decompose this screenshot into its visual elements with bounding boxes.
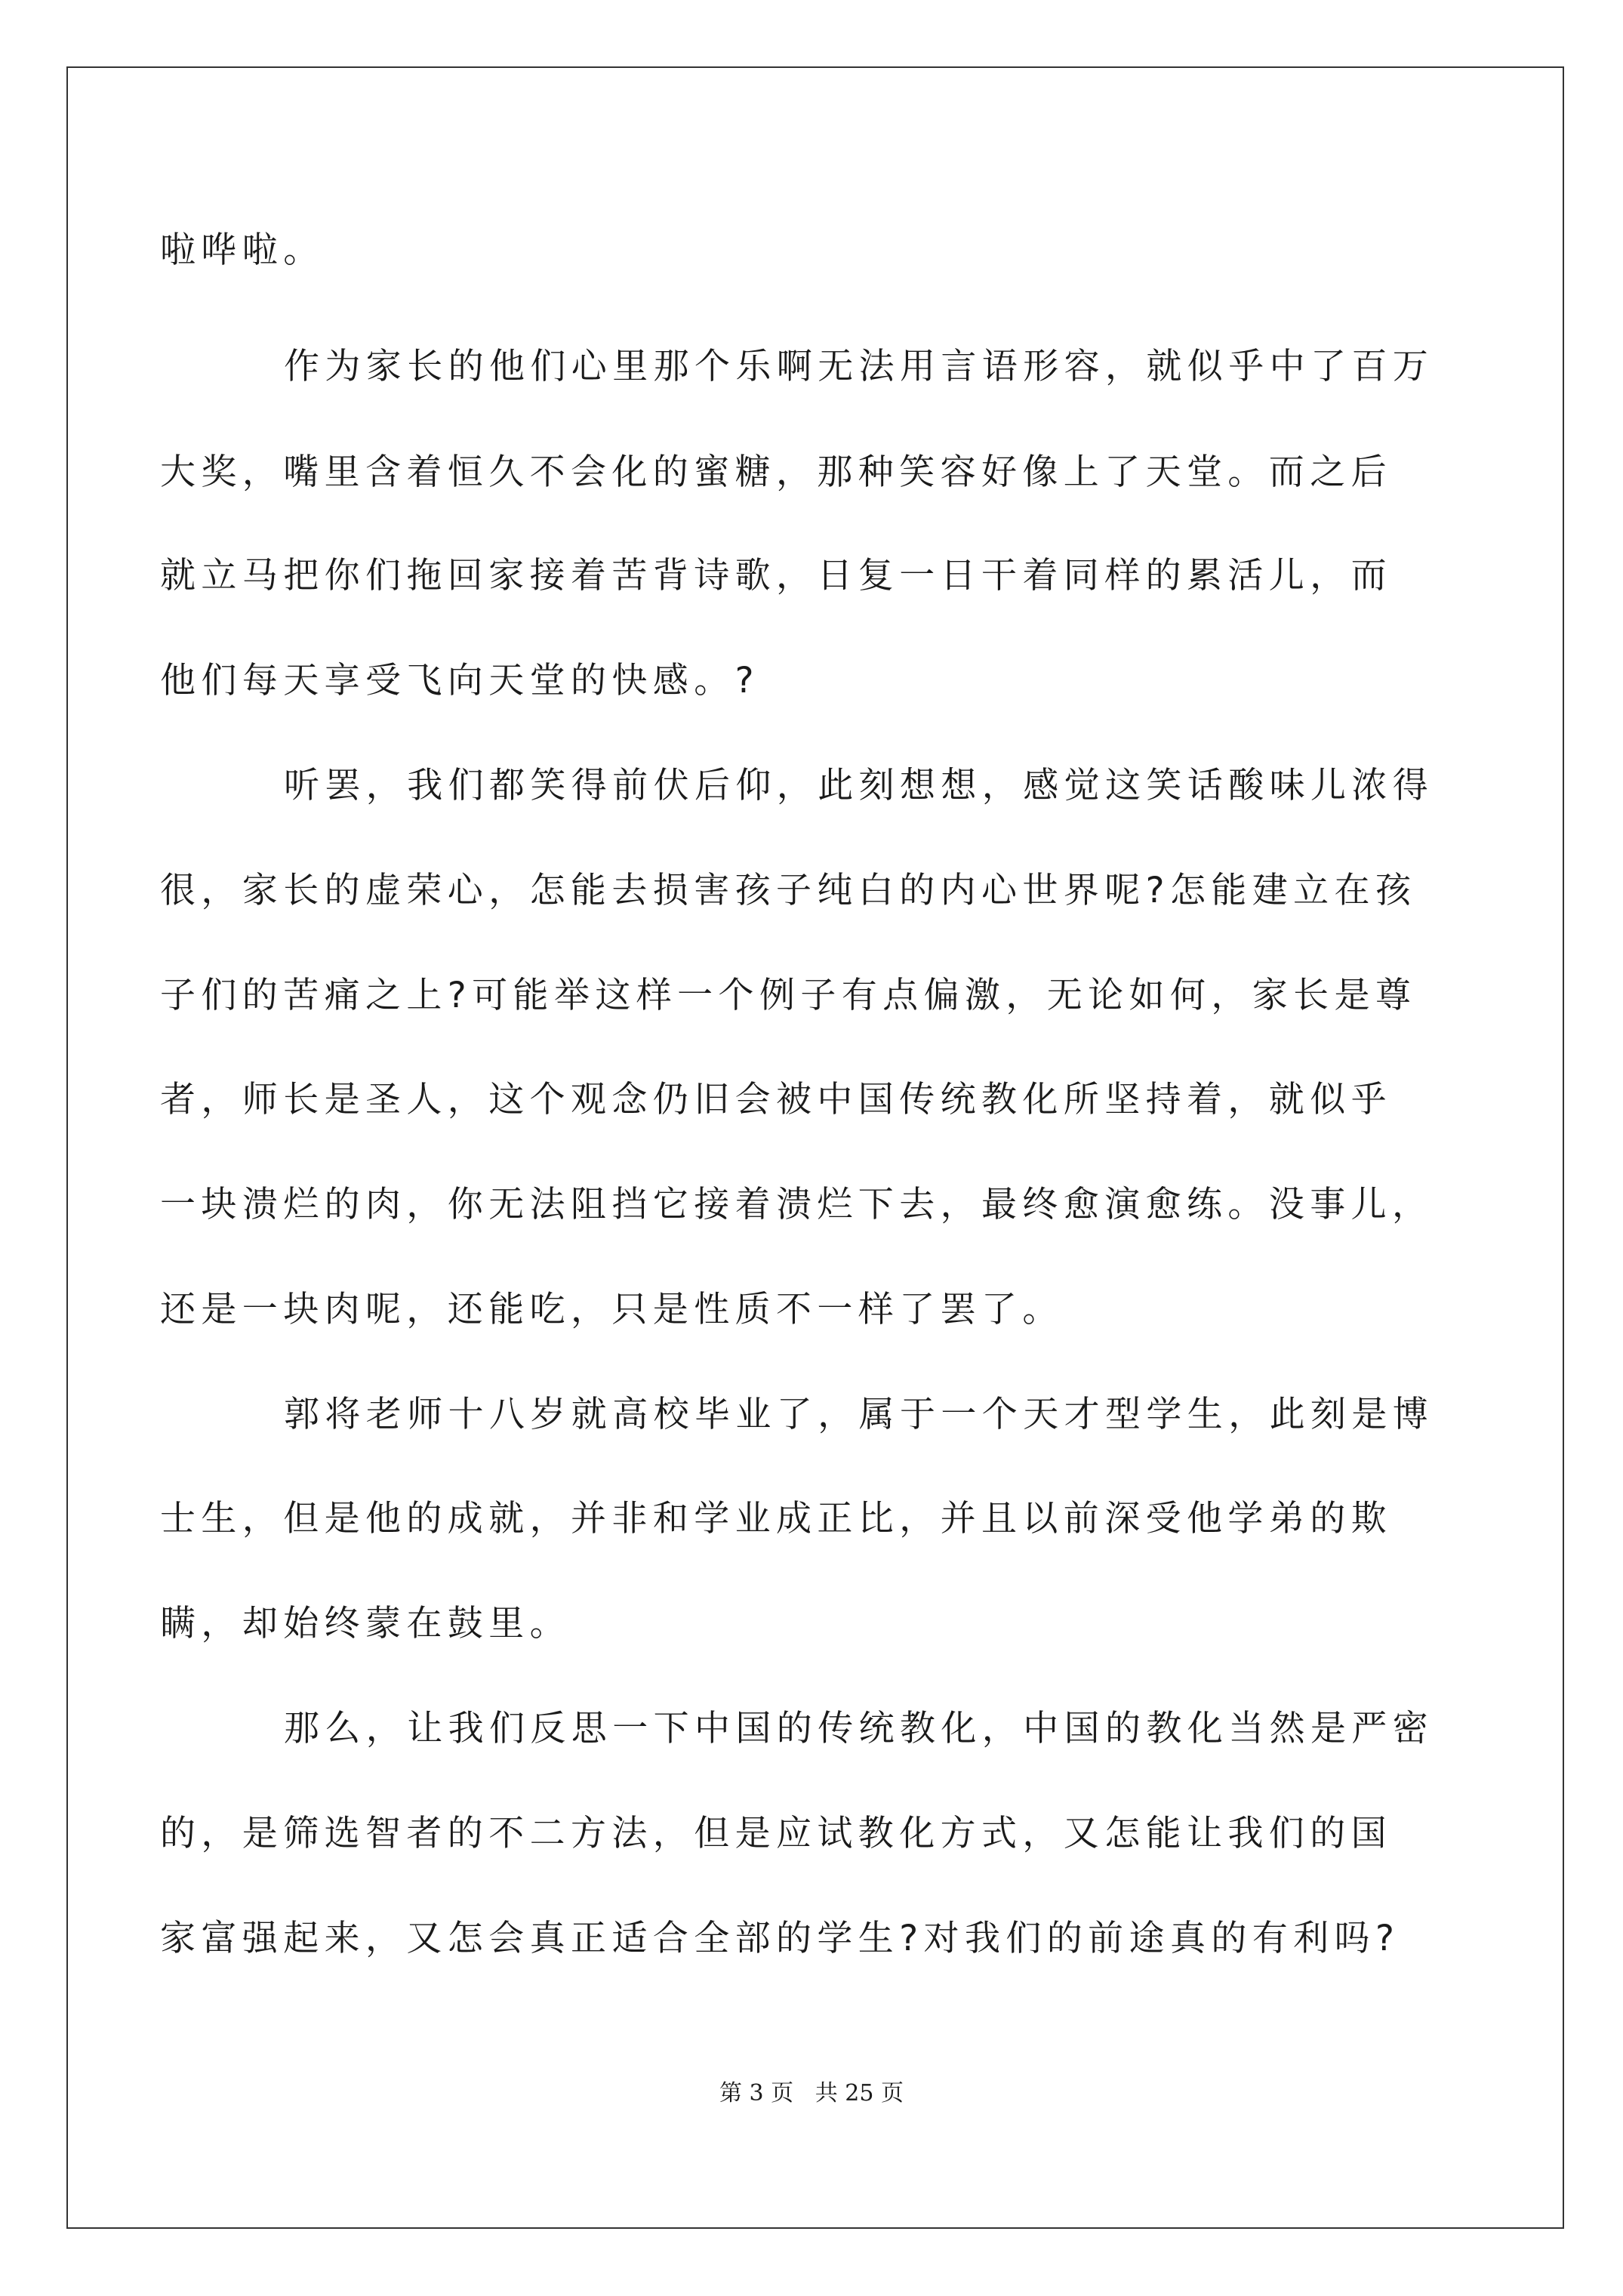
page-border bbox=[66, 66, 1564, 2229]
text-line: 很，家长的虚荣心，怎能去损害孩子纯白的内心世界呢?怎能建立在孩 bbox=[160, 870, 1417, 911]
paragraph-first-line: 作为家长的他们心里那个乐啊无法用言语形容，就似乎中了百万 bbox=[284, 346, 1434, 387]
text-line: 家富强起来，又怎会真正适合全部的学生?对我们的前途真的有利吗? bbox=[160, 1918, 1400, 1959]
paragraph-first-line: 那么，让我们反思一下中国的传统教化，中国的教化当然是严密 bbox=[284, 1708, 1434, 1749]
text-line: 他们每天享受飞向天堂的快感。? bbox=[160, 660, 759, 701]
text-line: 还是一块肉呢，还能吃，只是性质不一样了罢了。 bbox=[160, 1289, 1064, 1330]
text-line: 啦哗啦。 bbox=[160, 230, 325, 271]
text-line: 一块溃烂的肉，你无法阻挡它接着溃烂下去，最终愈演愈练。没事儿， bbox=[160, 1184, 1434, 1225]
text-line: 瞒，却始终蒙在鼓里。 bbox=[160, 1603, 571, 1644]
paragraph-first-line: 听罢，我们都笑得前伏后仰，此刻想想，感觉这笑话酸味儿浓得 bbox=[284, 765, 1434, 806]
page-footer bbox=[0, 2079, 1623, 2109]
paragraph-first-line: 郭将老师十八岁就高校毕业了，属于一个天才型学生，此刻是博 bbox=[284, 1394, 1434, 1435]
text-line: 士生，但是他的成就，并非和学业成正比，并且以前深受他学弟的欺 bbox=[160, 1498, 1392, 1539]
text-line: 的，是筛选智者的不二方法，但是应试教化方式，又怎能让我们的国 bbox=[160, 1813, 1392, 1854]
page-total: 共 25 页 bbox=[815, 2080, 904, 2106]
text-line: 子们的苦痛之上?可能举这样一个例子有点偏激，无论如何，家长是尊 bbox=[160, 975, 1417, 1016]
text-line: 大奖，嘴里含着恒久不会化的蜜糖，那种笑容好像上了天堂。而之后 bbox=[160, 451, 1392, 493]
page-number: 第 3 页 bbox=[719, 2080, 794, 2106]
text-line: 就立马把你们拖回家接着苦背诗歌，日复一日干着同样的累活儿，而 bbox=[160, 555, 1392, 596]
text-line: 者，师长是圣人，这个观念仍旧会被中国传统教化所坚持着，就似乎 bbox=[160, 1079, 1392, 1120]
